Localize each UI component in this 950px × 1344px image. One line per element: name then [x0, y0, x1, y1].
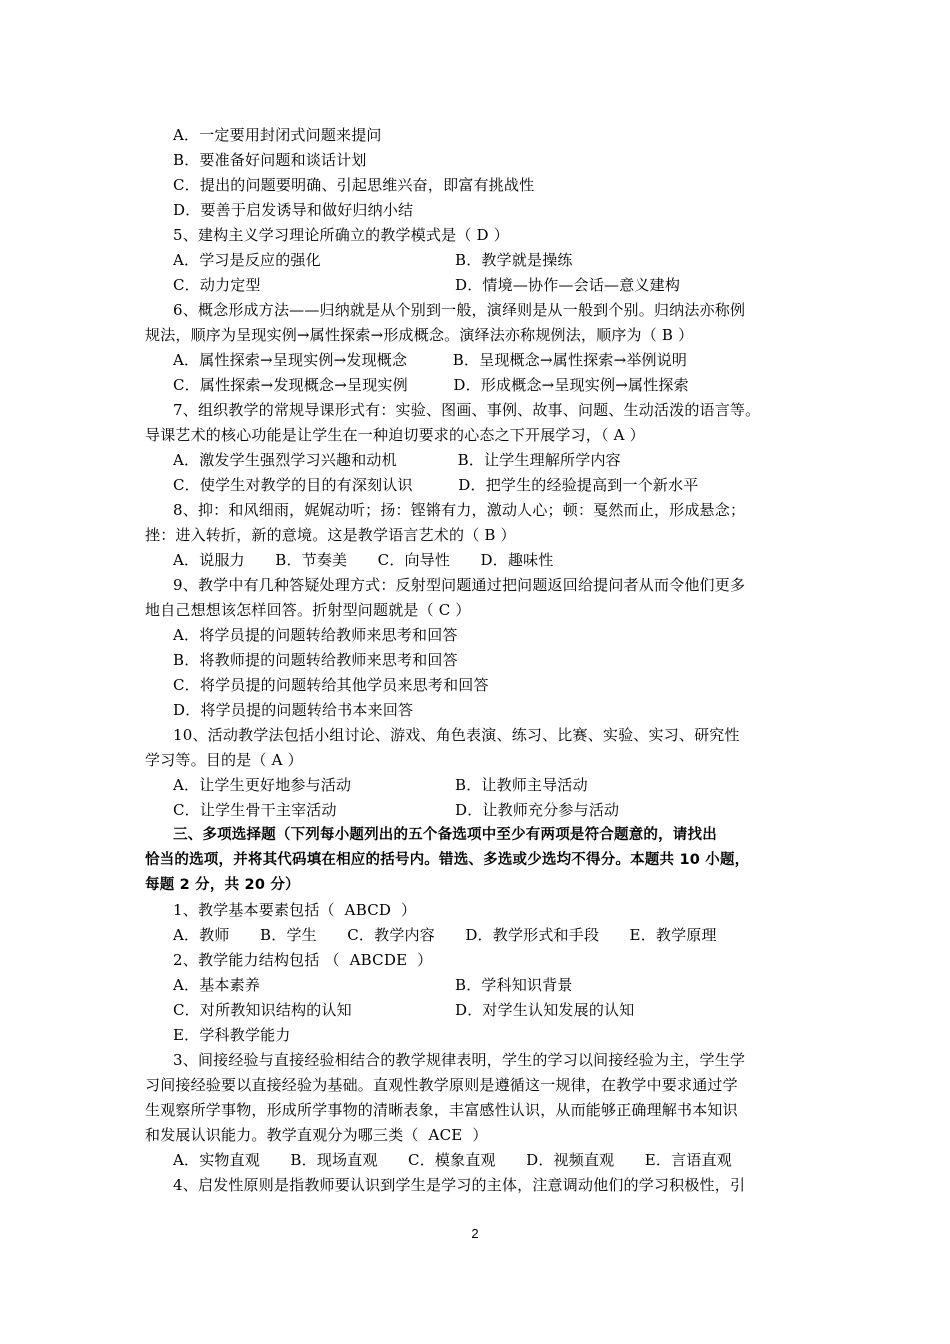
- text-line: [173, 148, 367, 173]
- line-text: 10、活动教学法包括小组讨论、游戏、角色表演、练习、比赛、实验、实习、研究性: [173, 726, 740, 744]
- line-text: 1、教学基本要素包括（ ABCD ）: [173, 901, 417, 919]
- line-text: 导课艺术的核心功能是让学生在一种迫切要求的心态之下开展学习，（ A ）: [145, 426, 645, 444]
- text-line: [173, 498, 745, 523]
- text-line: [173, 823, 717, 848]
- line-text: 挫：进入转折，新的意境。这是教学语言艺术的（ B ）: [145, 526, 516, 544]
- line-text: 生观察所学事物，形成所学事物的清晰表象，丰富感性认识，从而能够正确理解书本知识: [145, 1101, 738, 1119]
- line-text: 3、间接经验与直接经验相结合的教学规律表明，学生的学习以间接经验为主，学生学: [173, 1051, 746, 1069]
- line-text: A．学习是反应的强化: [173, 251, 321, 269]
- line-text: E．学科教学能力: [173, 1026, 291, 1044]
- line-text: A．教师 B．学生 C．教学内容 D．教学形式和手段 E．教学原理: [173, 926, 717, 944]
- line-text: 每题 2 分，共 20 分）: [145, 877, 300, 893]
- line-text-second-column: D．对学生认知发展的认知: [455, 1001, 635, 1019]
- line-text: B．将教师提的问题转给教师来思考和回答: [173, 651, 458, 669]
- line-text: 规法，顺序为呈现实例→属性探索→形成概念。演绎法亦称规例法，顺序为（ B ）: [145, 326, 694, 344]
- text-line: [173, 698, 413, 723]
- line-text: A．实物直观 B．现场直观 C．模象直观 D．视频直观 E．言语直观: [173, 1151, 732, 1169]
- line-text: A．属性探索→呈现实例→发现概念 B．呈现概念→属性探索→举例说明: [173, 351, 688, 369]
- text-line: [173, 973, 573, 998]
- line-text: 9、教学中有几种答疑处理方式：反射型问题通过把问题返回给提问者从而令他们更多: [173, 576, 746, 594]
- line-text: C．让学生骨干主宰活动: [173, 801, 337, 819]
- text-line: [173, 948, 432, 973]
- text-line: [173, 898, 416, 923]
- text-line: [145, 873, 300, 898]
- line-text: A．将学员提的问题转给教师来思考和回答: [173, 626, 458, 644]
- text-line: [145, 423, 645, 448]
- text-line: [173, 573, 745, 598]
- text-line: [173, 298, 745, 323]
- line-text: B．要准备好问题和谈话计划: [173, 151, 367, 169]
- line-text-second-column: B．让教师主导活动: [455, 776, 588, 794]
- line-text: C．属性探索→发现概念→呈现实例 D．形成概念→呈现实例→属性探索: [173, 376, 689, 394]
- text-line: [173, 1148, 732, 1173]
- line-text: C．动力定型: [173, 276, 261, 294]
- text-line: [145, 1123, 488, 1148]
- text-line: [145, 523, 516, 548]
- text-line: [173, 448, 621, 473]
- text-line: [173, 773, 588, 798]
- line-text: 地自己想想该怎样回答。折射型问题就是（ C ）: [145, 601, 471, 619]
- text-line: [173, 223, 509, 248]
- line-text-second-column: B．学科知识背景: [455, 976, 573, 994]
- text-line: [173, 648, 458, 673]
- line-text: A．激发学生强烈学习兴趣和动机 B．让学生理解所学内容: [173, 451, 621, 469]
- text-line: [173, 673, 489, 698]
- text-line: [173, 1048, 745, 1073]
- line-text: 三、多项选择题（下列每小题列出的五个备选项中至少有两项是符合题意的，请找出: [173, 827, 717, 843]
- line-text: 5、建构主义学习理论所确立的教学模式是（ D ）: [173, 226, 509, 244]
- line-text: 4、启发性原则是指教师要认识到学生是学习的主体，注意调动他们的学习积极性，引: [173, 1176, 746, 1194]
- line-text: 8、抑：和风细雨，娓娓动听；扬：铿锵有力，激动人心；顿：戛然而止，形成悬念；: [173, 501, 746, 519]
- text-line: [173, 248, 573, 273]
- page-number: 2: [471, 1226, 479, 1241]
- line-text: 恰当的选项，并将其代码填在相应的括号内。错选、多选或少选均不得分。本题共 10 小题，: [145, 852, 750, 868]
- text-line: [145, 848, 749, 873]
- text-line: [173, 998, 635, 1023]
- text-line: [173, 173, 534, 198]
- line-text: 习间接经验要以直接经验为基础。直观性教学原则是遵循这一规律，在教学中要求通过学: [145, 1076, 738, 1094]
- text-line: [173, 198, 413, 223]
- line-text: A．让学生更好地参与活动: [173, 776, 352, 794]
- text-line: [173, 473, 699, 498]
- line-text: D．将学员提的问题转给书本来回答: [173, 701, 414, 719]
- text-line: [173, 1173, 745, 1198]
- text-line: [145, 323, 693, 348]
- text-line: [173, 548, 554, 573]
- line-text: 和发展认识能力。教学直观分为哪三类（ ACE ）: [145, 1126, 488, 1144]
- text-line: [173, 373, 689, 398]
- line-text: C．将学员提的问题转给其他学员来思考和回答: [173, 676, 489, 694]
- line-text: D．要善于启发诱导和做好归纳小结: [173, 201, 414, 219]
- line-text: C．提出的问题要明确、引起思维兴奋，即富有挑战性: [173, 176, 535, 194]
- text-line: [173, 398, 760, 423]
- line-text-second-column: B．教学就是操练: [455, 251, 573, 269]
- text-line: [145, 1098, 738, 1123]
- line-text: A．一定要用封闭式问题来提问: [173, 126, 382, 144]
- text-line: [173, 798, 620, 823]
- text-line: [173, 723, 740, 748]
- line-text: C．使学生对教学的目的有深刻认识 D．把学生的经验提高到一个新水平: [173, 476, 699, 494]
- line-text: A．说服力 B．节奏美 C．向导性 D．趣味性: [173, 551, 554, 569]
- line-text: A．基本素养: [173, 976, 261, 994]
- text-line: [173, 273, 681, 298]
- line-text: 学习等。目的是（ A ）: [145, 751, 303, 769]
- text-line: [173, 1023, 291, 1048]
- text-line: [145, 1073, 738, 1098]
- text-line: [145, 598, 471, 623]
- text-line: [173, 923, 717, 948]
- line-text-second-column: D．让教师充分参与活动: [455, 801, 620, 819]
- text-line: [173, 348, 687, 373]
- line-text: C．对所教知识结构的认知: [173, 1001, 352, 1019]
- text-line: [145, 748, 303, 773]
- line-text: 7、组织教学的常规导课形式有：实验、图画、事例、故事、问题、生动活泼的语言等。: [173, 401, 761, 419]
- line-text: 2、教学能力结构包括 （ ABCDE ）: [173, 951, 433, 969]
- text-line: [173, 123, 382, 148]
- line-text: 6、概念形成方法——归纳就是从个别到一般，演绎则是从一般到个别。归纳法亦称例: [173, 301, 746, 319]
- text-line: [173, 623, 458, 648]
- line-text-second-column: D．情境—协作—会话—意义建构: [455, 276, 681, 294]
